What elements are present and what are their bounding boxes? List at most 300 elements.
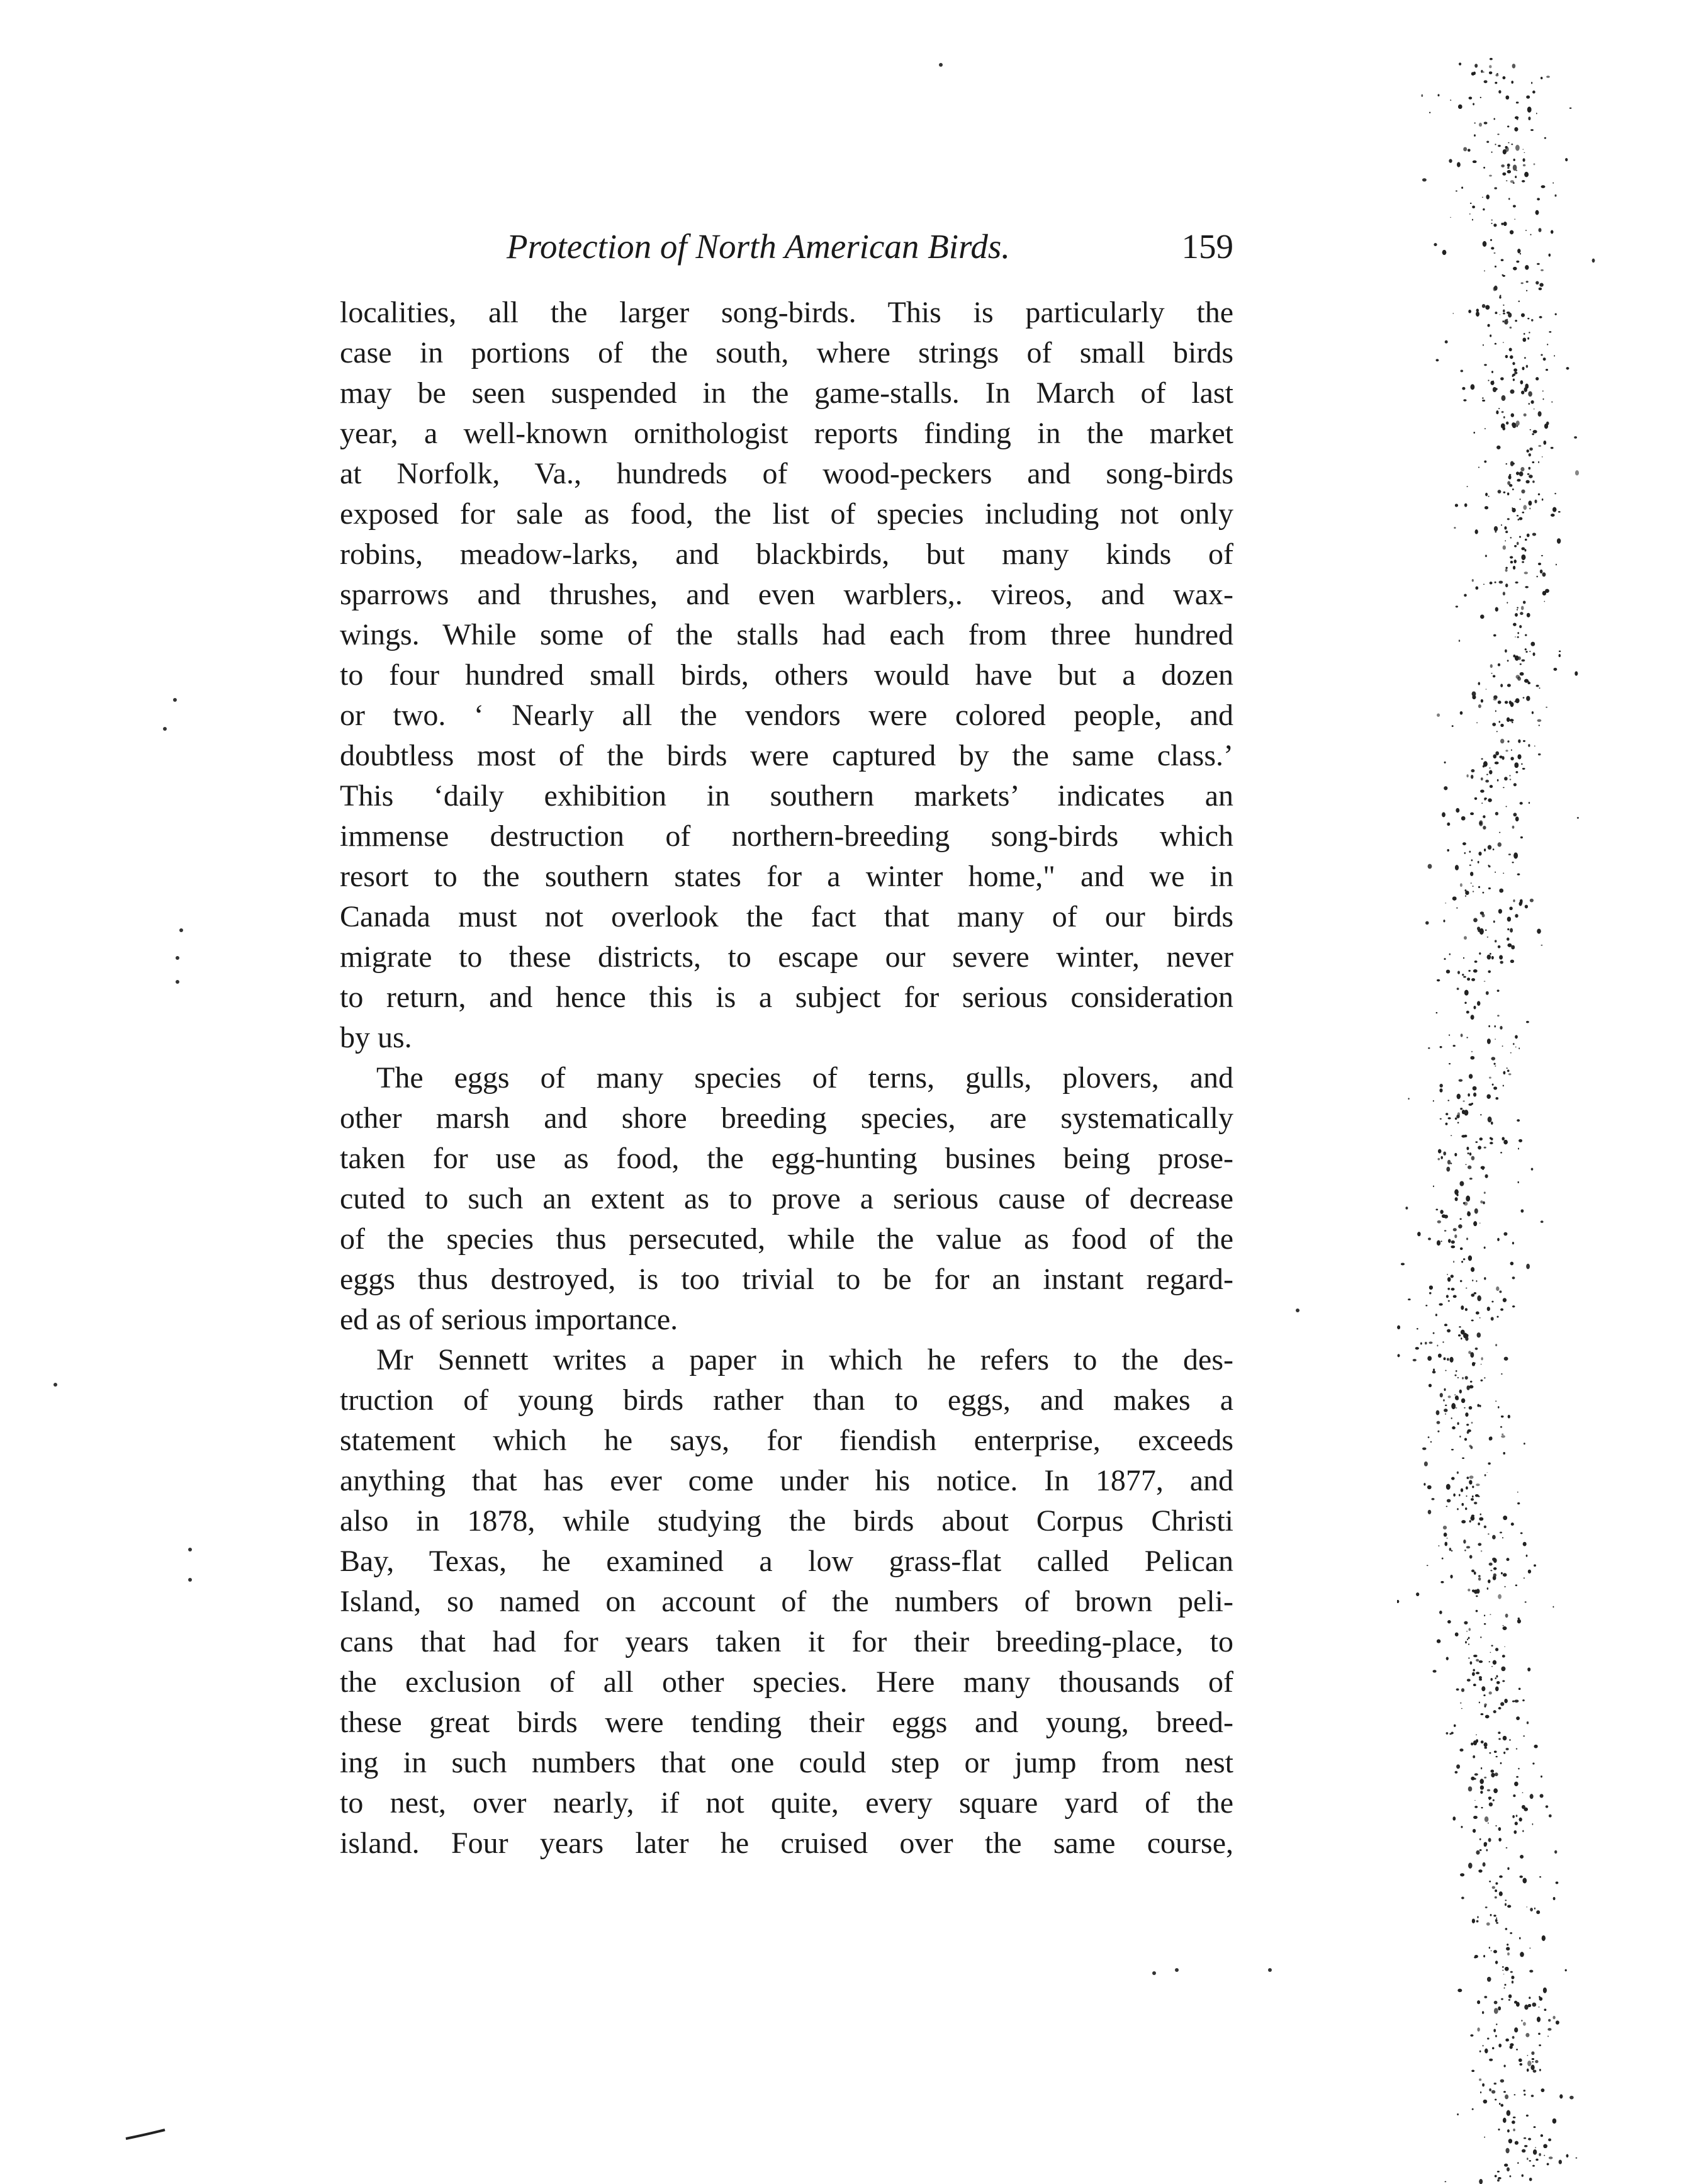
scan-speck — [1460, 1181, 1464, 1186]
scan-speck — [1434, 243, 1437, 246]
scan-speck — [1531, 319, 1533, 322]
scan-speck — [1485, 1906, 1488, 1908]
scan-speck — [1515, 914, 1518, 918]
scan-speck — [1439, 1611, 1442, 1614]
scan-speck — [1487, 1789, 1490, 1792]
scan-speck — [1457, 162, 1461, 167]
scan-speck — [1547, 344, 1548, 345]
scan-speck — [1510, 1932, 1512, 1934]
scan-speck — [1527, 107, 1532, 113]
scan-speck — [1502, 1537, 1503, 1538]
scan-speck — [1481, 802, 1483, 804]
scan-speck — [1495, 144, 1496, 145]
scan-speck — [1490, 953, 1491, 955]
scan-speck — [1451, 1241, 1455, 1244]
scan-speck — [1525, 549, 1527, 551]
scan-speck — [1413, 1359, 1417, 1361]
scan-speck — [1538, 493, 1540, 495]
scan-speck — [1529, 501, 1532, 506]
scan-speck — [1453, 1816, 1456, 1820]
scan-speck — [1506, 1947, 1510, 1950]
scan-speck — [1484, 848, 1486, 851]
scan-speck — [1466, 1288, 1467, 1289]
scan-speck — [1464, 1002, 1466, 1004]
scan-speck — [1520, 672, 1524, 675]
scan-speck — [1533, 2070, 1537, 2073]
text-line: or two. ‘ Nearly all the vendors were colored people, and — [340, 699, 1233, 732]
scan-speck — [1510, 1052, 1512, 1054]
scan-speck — [1490, 1137, 1491, 1140]
scan-speck — [1471, 1056, 1475, 1060]
scan-speck — [1422, 1448, 1426, 1450]
scan-speck — [1505, 567, 1507, 569]
scan-speck — [1472, 1495, 1474, 1497]
scan-speck — [1457, 971, 1460, 974]
scan-speck — [1458, 1334, 1461, 1336]
scan-speck — [1519, 625, 1522, 628]
scan-speck — [1508, 1999, 1510, 2000]
scan-speck — [1492, 2047, 1494, 2049]
scan-speck — [1530, 508, 1531, 509]
scan-speck — [1475, 529, 1478, 534]
scan-speck — [1515, 1035, 1517, 1039]
scan-speck — [1440, 1118, 1442, 1120]
scan-speck — [1437, 1640, 1440, 1643]
scan-speck — [1458, 104, 1462, 109]
scan-speck — [1514, 127, 1518, 132]
scan-speck — [1495, 582, 1496, 583]
scan-speck — [1499, 314, 1500, 315]
scan-speck — [1507, 740, 1509, 742]
scan-speck — [1539, 288, 1542, 290]
scan-speck — [1471, 2070, 1474, 2072]
scan-speck — [1473, 1755, 1475, 1759]
scan-speck — [1484, 1147, 1486, 1149]
scan-speck — [1525, 265, 1529, 269]
scan-speck — [1495, 312, 1498, 314]
scan-speck — [1495, 1889, 1497, 1892]
scan-speck — [1503, 2118, 1506, 2123]
scan-speck — [1534, 163, 1535, 165]
scan-speck — [1503, 416, 1505, 419]
scan-speck — [1484, 1526, 1486, 1528]
scan-speck — [1526, 281, 1529, 283]
scan-speck — [1524, 571, 1528, 574]
scan-speck — [1489, 1691, 1492, 1694]
scan-speck — [1471, 1743, 1473, 1746]
scan-speck — [1460, 883, 1462, 887]
scan-speck — [1474, 960, 1478, 962]
scan-speck — [1507, 2167, 1510, 2171]
scan-speck — [1574, 436, 1577, 438]
scan-speck — [1437, 1220, 1441, 1224]
scan-speck — [1461, 187, 1463, 189]
scan-speck — [1496, 2024, 1497, 2025]
text-line: anything that has ever come under his notice. In 1877, and — [340, 1464, 1233, 1497]
scan-speck — [1535, 2159, 1538, 2161]
scan-speck — [1546, 707, 1547, 708]
scan-speck — [1501, 1998, 1503, 2000]
scan-speck — [1484, 1623, 1486, 1624]
scan-speck — [1454, 1394, 1456, 1395]
scan-speck — [1534, 1908, 1535, 1910]
text-line: eggs thus destroyed, is too trivial to be for an instant regard- — [340, 1263, 1233, 1296]
scan-speck — [1481, 758, 1483, 760]
scan-speck — [1447, 1620, 1451, 1623]
scan-speck — [1505, 569, 1508, 572]
scan-speck — [1516, 1748, 1517, 1750]
scan-speck — [1510, 537, 1512, 538]
scan-speck — [1520, 1952, 1524, 1957]
speck — [188, 1578, 192, 1582]
scan-speck — [1537, 719, 1542, 722]
scan-speck — [1440, 1084, 1443, 1088]
text-line: truction of young birds rather than to eggs, and makes a — [340, 1383, 1233, 1417]
scan-speck — [1462, 1377, 1464, 1380]
text-line: to return, and hence this is a subject for serious consideration — [340, 981, 1233, 1014]
scan-speck — [1503, 305, 1504, 306]
scan-speck — [1526, 290, 1527, 291]
scan-speck — [1507, 1558, 1510, 1561]
scan-speck — [1483, 1694, 1485, 1696]
scan-speck — [1532, 2058, 1534, 2060]
scan-speck — [1476, 1672, 1479, 1674]
scan-speck — [1513, 379, 1515, 381]
scan-speck — [1558, 511, 1561, 512]
scan-speck — [1464, 1438, 1467, 1441]
scan-speck — [1516, 170, 1518, 171]
scan-speck — [1455, 504, 1458, 507]
scan-speck — [1504, 1699, 1507, 1703]
scan-speck — [1478, 1543, 1481, 1546]
text-line: other marsh and shore breeding species, are systematically — [340, 1101, 1233, 1135]
scan-speck — [1505, 531, 1508, 533]
scan-speck — [1513, 205, 1516, 208]
scan-speck — [1447, 1499, 1451, 1502]
scan-speck — [1473, 1684, 1476, 1686]
scan-speck — [1474, 1363, 1476, 1364]
scan-speck — [1496, 1825, 1497, 1827]
scan-speck — [1510, 1739, 1511, 1741]
scan-speck — [1520, 1876, 1523, 1878]
scan-speck — [1518, 1618, 1520, 1619]
scan-speck — [1532, 533, 1536, 536]
scan-speck — [1492, 723, 1496, 726]
scan-speck — [1527, 1667, 1530, 1671]
scan-speck — [1510, 561, 1513, 563]
scan-speck — [1466, 1546, 1470, 1548]
scan-speck — [1415, 1347, 1419, 1349]
scan-speck — [1494, 1063, 1496, 1065]
scan-speck — [1506, 96, 1510, 99]
scan-speck — [1425, 1342, 1427, 1344]
scan-speck — [1457, 2114, 1459, 2115]
text-line: island. Four years later he cruised over the same course, — [340, 1827, 1233, 1860]
scan-speck — [1507, 126, 1509, 128]
scan-speck — [1525, 2033, 1529, 2037]
scan-speck — [1475, 1494, 1479, 1497]
scan-speck — [1485, 1174, 1488, 1178]
scan-speck — [1501, 1416, 1503, 1417]
scan-speck — [1529, 475, 1532, 478]
scan-speck — [1460, 1748, 1464, 1752]
scan-speck — [1466, 1487, 1468, 1490]
scan-speck — [1485, 1474, 1486, 1476]
scan-speck — [1495, 2099, 1496, 2101]
scan-speck — [1533, 2149, 1537, 2154]
scan-speck — [1470, 813, 1474, 815]
scan-speck — [1483, 167, 1485, 169]
scan-speck — [1397, 1600, 1399, 1603]
scan-speck — [1495, 1772, 1498, 1776]
scan-speck — [1466, 1237, 1468, 1240]
scan-speck — [1512, 1976, 1515, 1979]
scan-speck — [1501, 424, 1505, 429]
scan-speck — [1469, 865, 1471, 866]
scan-speck — [1473, 1093, 1476, 1097]
scan-speck — [1507, 1070, 1509, 1072]
scan-speck — [1525, 586, 1528, 588]
scan-speck — [1529, 651, 1530, 652]
scan-speck — [1483, 241, 1486, 247]
text-line: Mr Sennett writes a paper in which he refers to the des- — [376, 1343, 1233, 1376]
scan-speck — [1473, 1086, 1477, 1091]
scan-speck — [1440, 1393, 1443, 1397]
scan-speck — [1469, 1475, 1474, 1478]
scan-speck — [1488, 1117, 1492, 1122]
scan-speck — [1451, 1732, 1454, 1735]
speck — [939, 63, 943, 67]
scan-speck — [1484, 798, 1486, 801]
scan-speck — [1524, 414, 1527, 417]
scan-speck — [1479, 2051, 1481, 2052]
scan-speck — [1476, 1610, 1478, 1612]
scan-speck — [1468, 149, 1470, 152]
scan-speck — [1507, 2110, 1510, 2116]
scan-speck — [1534, 408, 1535, 410]
scan-speck — [1493, 848, 1494, 850]
scan-speck — [1557, 538, 1561, 544]
scan-speck — [1469, 1406, 1472, 1409]
scan-speck — [1460, 711, 1462, 714]
scan-speck — [1503, 1573, 1507, 1577]
scan-speck — [1512, 2120, 1515, 2124]
scan-speck — [1489, 770, 1492, 775]
scan-speck — [1474, 1955, 1478, 1958]
scan-speck — [1535, 210, 1539, 215]
scan-speck — [1468, 310, 1471, 313]
scan-speck — [1493, 1576, 1496, 1580]
scan-speck — [1445, 1370, 1446, 1371]
scan-speck — [1498, 490, 1502, 493]
scan-speck — [1488, 496, 1490, 497]
scan-speck — [1499, 1290, 1502, 1293]
scan-speck — [1500, 1026, 1502, 1030]
scan-speck — [1450, 1357, 1454, 1363]
scan-speck — [1514, 545, 1517, 547]
scan-speck — [1507, 660, 1509, 661]
text-line: The eggs of many species of terns, gulls, plovers, and — [376, 1061, 1233, 1095]
scan-speck — [1512, 1815, 1514, 1818]
scan-speck — [1455, 1633, 1459, 1636]
scan-speck — [1504, 1988, 1505, 1989]
scan-edge-noise — [1397, 57, 1624, 2184]
scan-speck — [1503, 787, 1504, 789]
scan-speck — [1548, 2139, 1551, 2141]
scan-speck — [1461, 816, 1466, 821]
scan-speck — [1554, 493, 1556, 494]
text-line: localities, all the larger song-birds. This is particularly the — [340, 296, 1233, 329]
scan-speck — [1483, 1955, 1485, 1957]
scan-speck — [1491, 1122, 1493, 1125]
scan-speck — [1406, 1207, 1408, 1209]
scan-speck — [1487, 937, 1488, 938]
scan-speck — [1479, 1405, 1481, 1407]
scan-speck — [1484, 270, 1485, 271]
scan-speck — [1473, 103, 1474, 106]
text-line: by us. — [340, 1021, 412, 1054]
scan-speck — [1551, 514, 1554, 517]
scan-speck — [1474, 1773, 1478, 1776]
scan-speck — [1522, 1830, 1524, 1832]
scan-speck — [1547, 2028, 1551, 2030]
scan-speck — [1506, 1847, 1508, 1849]
scan-speck — [1514, 2094, 1516, 2095]
scan-speck — [1459, 1390, 1462, 1393]
scan-speck — [1461, 1520, 1466, 1523]
scan-speck — [1529, 1970, 1533, 1973]
scan-speck — [1461, 1330, 1465, 1335]
scan-speck — [1494, 187, 1497, 189]
text-line: exposed for sale as food, the list of species including not only — [340, 497, 1233, 531]
scan-speck — [1512, 722, 1513, 723]
scan-speck — [1453, 1261, 1454, 1263]
scan-speck — [1442, 1558, 1444, 1560]
scan-speck — [1524, 2090, 1526, 2091]
scan-speck — [1471, 882, 1472, 884]
scan-speck — [1462, 387, 1465, 390]
scan-speck — [1501, 1572, 1503, 1574]
scan-speck — [1459, 639, 1460, 641]
scan-speck — [1552, 2119, 1557, 2124]
scan-speck — [1507, 1867, 1509, 1870]
scan-speck — [1502, 223, 1503, 225]
scan-speck — [1533, 653, 1535, 656]
scan-speck — [1471, 859, 1473, 861]
scan-speck — [1447, 1160, 1451, 1164]
scan-speck — [1464, 852, 1466, 854]
scan-speck — [1495, 607, 1498, 612]
scan-speck — [1544, 137, 1546, 139]
scan-speck — [1532, 433, 1534, 435]
scan-speck — [1439, 1545, 1440, 1546]
scan-speck — [1517, 607, 1518, 609]
scan-speck — [1544, 601, 1546, 602]
scan-speck — [1488, 971, 1491, 973]
scan-speck — [1569, 108, 1571, 109]
scan-speck — [1442, 250, 1446, 255]
scan-speck — [1524, 357, 1526, 359]
scan-speck — [1478, 467, 1479, 468]
scan-speck — [1442, 1341, 1444, 1342]
scan-speck — [1517, 1502, 1520, 1504]
scan-speck — [1417, 1232, 1420, 1236]
scan-speck — [1505, 2095, 1508, 2100]
scan-speck — [1531, 642, 1535, 646]
scan-speck — [1497, 990, 1500, 992]
scan-speck — [1463, 1100, 1465, 1101]
scan-speck — [1521, 606, 1524, 611]
scan-speck — [1505, 1586, 1506, 1587]
speck — [1268, 1968, 1272, 1972]
scan-speck — [1535, 2060, 1538, 2063]
scan-speck — [1517, 677, 1521, 681]
text-line: statement which he says, for fiendish enterprise, exceeds — [340, 1424, 1233, 1457]
scan-speck — [1495, 812, 1498, 815]
scan-speck — [1503, 149, 1507, 154]
scan-speck — [1530, 1908, 1533, 1911]
scan-speck — [1527, 1906, 1528, 1907]
scan-speck — [1507, 167, 1509, 169]
scan-speck — [1538, 445, 1541, 447]
paragraph-1 — [340, 293, 1233, 1058]
speck — [163, 727, 167, 731]
scan-speck — [1528, 682, 1530, 684]
scan-speck — [1503, 592, 1505, 595]
scan-speck — [1530, 429, 1531, 430]
scan-speck — [1463, 976, 1466, 978]
scan-speck — [1493, 1915, 1496, 1917]
scan-speck — [1490, 1652, 1491, 1653]
scan-speck — [1513, 853, 1518, 859]
scan-speck — [1442, 813, 1445, 818]
scan-speck — [1531, 2065, 1535, 2070]
scan-speck — [1575, 470, 1579, 475]
scan-speck — [1543, 357, 1546, 361]
text-line: these great birds were tending their eggs and young, breed- — [340, 1706, 1233, 1739]
scan-speck — [1537, 2017, 1541, 2022]
scan-speck — [1483, 826, 1486, 830]
scan-speck — [1525, 651, 1527, 653]
scan-speck — [1525, 634, 1527, 636]
scan-speck — [1510, 230, 1513, 234]
scan-speck — [1559, 651, 1561, 652]
scan-speck — [1445, 1542, 1447, 1546]
scan-speck — [1471, 1015, 1474, 1020]
scan-speck — [1527, 337, 1529, 340]
scan-speck — [1532, 1763, 1534, 1765]
scan-speck — [1471, 775, 1473, 779]
scan-speck — [1459, 1494, 1460, 1496]
scan-speck — [1455, 1771, 1458, 1774]
scan-speck — [1508, 1415, 1510, 1419]
scan-speck — [1512, 862, 1514, 863]
scan-speck — [1486, 141, 1489, 143]
scan-speck — [1495, 1677, 1496, 1679]
scan-speck — [1527, 1721, 1529, 1724]
scan-speck — [1541, 77, 1542, 79]
scan-speck — [1542, 391, 1544, 392]
paragraph-3 — [340, 1340, 1233, 1864]
scan-speck — [1527, 2158, 1529, 2160]
scan-speck — [1468, 1863, 1472, 1869]
scan-speck — [1510, 356, 1513, 359]
scan-speck — [1523, 338, 1526, 342]
text-line: resort to the southern states for a winter home," and we in — [340, 860, 1233, 893]
scan-speck — [1526, 1555, 1527, 1557]
scan-speck — [1521, 763, 1522, 765]
scan-speck — [1592, 259, 1595, 262]
